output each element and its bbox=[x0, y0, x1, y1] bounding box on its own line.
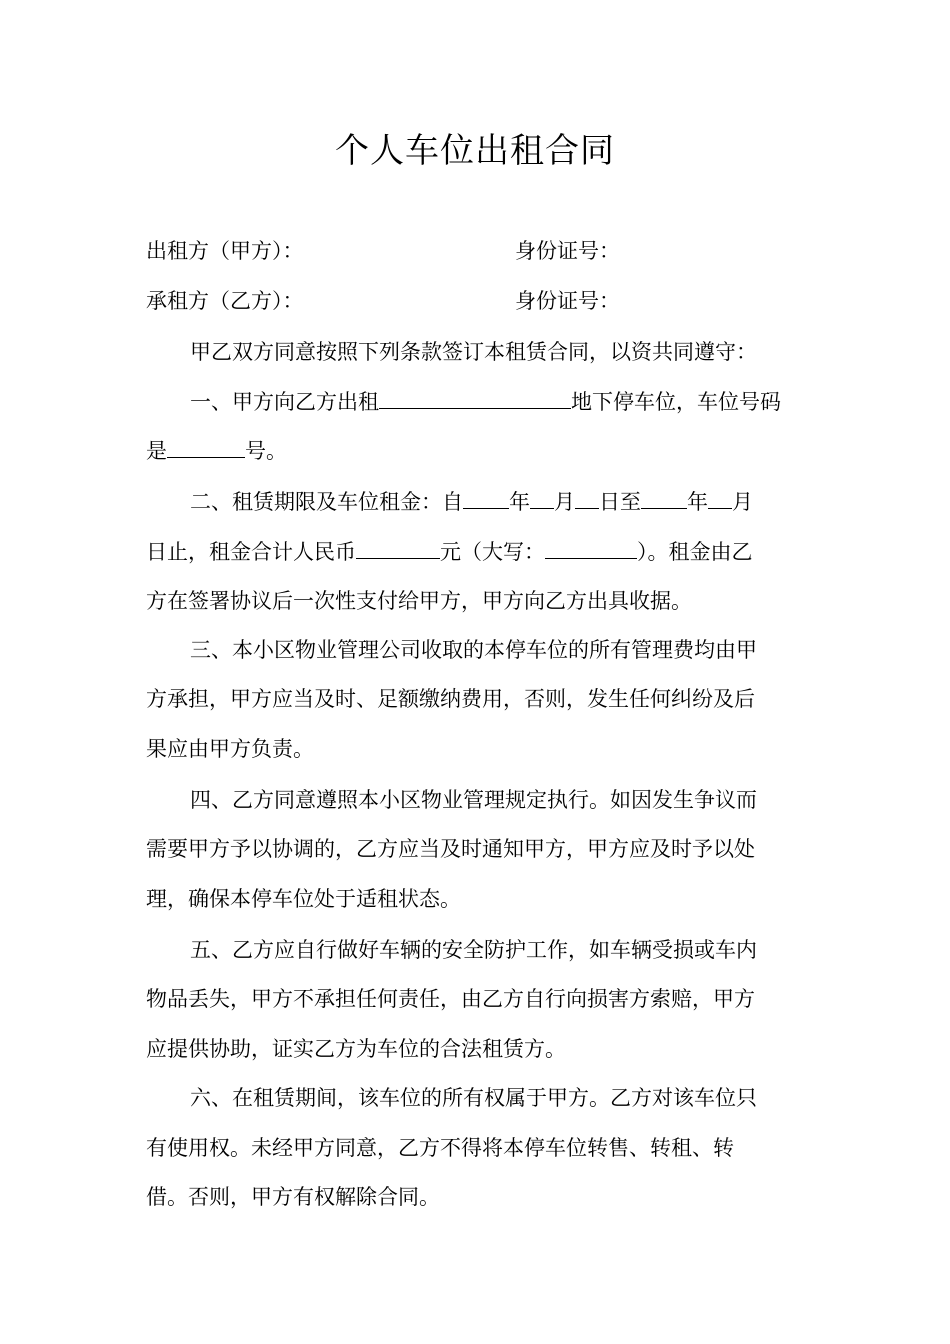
clause-4-line-1: 四、乙方同意遵照本小区物业管理规定执行。如因发生争议而 bbox=[190, 788, 757, 812]
lessor-id-label: 身份证号： bbox=[515, 239, 620, 263]
clause-2-year-1: 年 bbox=[509, 490, 530, 514]
clause-6-line-1: 六、在租赁期间，该车位的所有权属于甲方。乙方对该车位只 bbox=[190, 1086, 757, 1110]
clause-2-year-2: 年 bbox=[687, 490, 708, 514]
clause-4-line-3: 理，确保本停车位处于适租状态。 bbox=[146, 887, 461, 911]
rent-amount-words-blank[interactable] bbox=[545, 536, 637, 559]
clause-5-line-3: 应提供协助，证实乙方为车位的合法租赁方。 bbox=[146, 1037, 566, 1061]
lessor-label: 出租方（甲方）： bbox=[146, 239, 304, 263]
space-number-blank[interactable] bbox=[167, 435, 245, 458]
lessee-label: 承租方（乙方）： bbox=[146, 289, 304, 313]
clause-2-line-3: 方在签署协议后一次性支付给甲方，甲方向乙方出具收据。 bbox=[146, 589, 692, 613]
start-month-blank[interactable] bbox=[530, 486, 554, 509]
start-day-blank[interactable] bbox=[575, 486, 599, 509]
start-year-blank[interactable] bbox=[463, 486, 509, 509]
clause-3-line-2: 方承担，甲方应当及时、足额缴纳费用，否则，发生任何纠纷及后 bbox=[146, 687, 755, 711]
clause-1-text-c: 是 bbox=[146, 439, 167, 463]
clause-2-text-c: 元（大写： bbox=[440, 540, 545, 564]
clause-4-line-2: 需要甲方予以协调的，乙方应当及时通知甲方，甲方应及时予以处 bbox=[146, 837, 755, 861]
clause-1-line-1 bbox=[190, 386, 781, 417]
document-title: 个人车位出租合同 bbox=[335, 131, 615, 171]
clause-3-line-3: 果应由甲方负责。 bbox=[146, 737, 314, 761]
clause-3-line-1: 三、本小区物业管理公司收取的本停车位的所有管理费均由甲 bbox=[190, 638, 757, 662]
intro-text: 甲乙双方同意按照下列条款签订本租赁合同，以资共同遵守： bbox=[190, 340, 757, 364]
clause-2-text-d: ）。租金由乙 bbox=[637, 540, 753, 564]
clause-2-text-b: 日止，租金合计人民币 bbox=[146, 540, 356, 564]
clause-2-line-2 bbox=[146, 536, 753, 567]
end-month-blank[interactable] bbox=[708, 486, 732, 509]
clause-2-text-a: 二、租赁期限及车位租金：自 bbox=[190, 490, 463, 514]
location-blank[interactable] bbox=[379, 386, 571, 409]
rent-amount-blank[interactable] bbox=[356, 536, 440, 559]
clause-1-text-d: 号。 bbox=[245, 439, 287, 463]
clause-1-text-a: 一、甲方向乙方出租 bbox=[190, 390, 379, 414]
lessee-id-label: 身份证号： bbox=[515, 289, 620, 313]
clause-5-line-1: 五、乙方应自行做好车辆的安全防护工作，如车辆受损或车内 bbox=[190, 938, 757, 962]
clause-2-day-1: 日至 bbox=[599, 490, 641, 514]
end-year-blank[interactable] bbox=[641, 486, 687, 509]
clause-1-text-b: 地下停车位，车位号码 bbox=[571, 390, 781, 414]
clause-1-line-2 bbox=[146, 435, 287, 466]
clause-6-line-3: 借。否则，甲方有权解除合同。 bbox=[146, 1185, 440, 1209]
clause-6-line-2: 有使用权。未经甲方同意，乙方不得将本停车位转售、转租、转 bbox=[146, 1136, 734, 1160]
clause-2-month-2: 月 bbox=[732, 490, 753, 514]
clause-2-line-1 bbox=[190, 486, 753, 517]
clause-2-month-1: 月 bbox=[554, 490, 575, 514]
clause-5-line-2: 物品丢失，甲方不承担任何责任，由乙方自行向损害方索赔，甲方 bbox=[146, 987, 755, 1011]
